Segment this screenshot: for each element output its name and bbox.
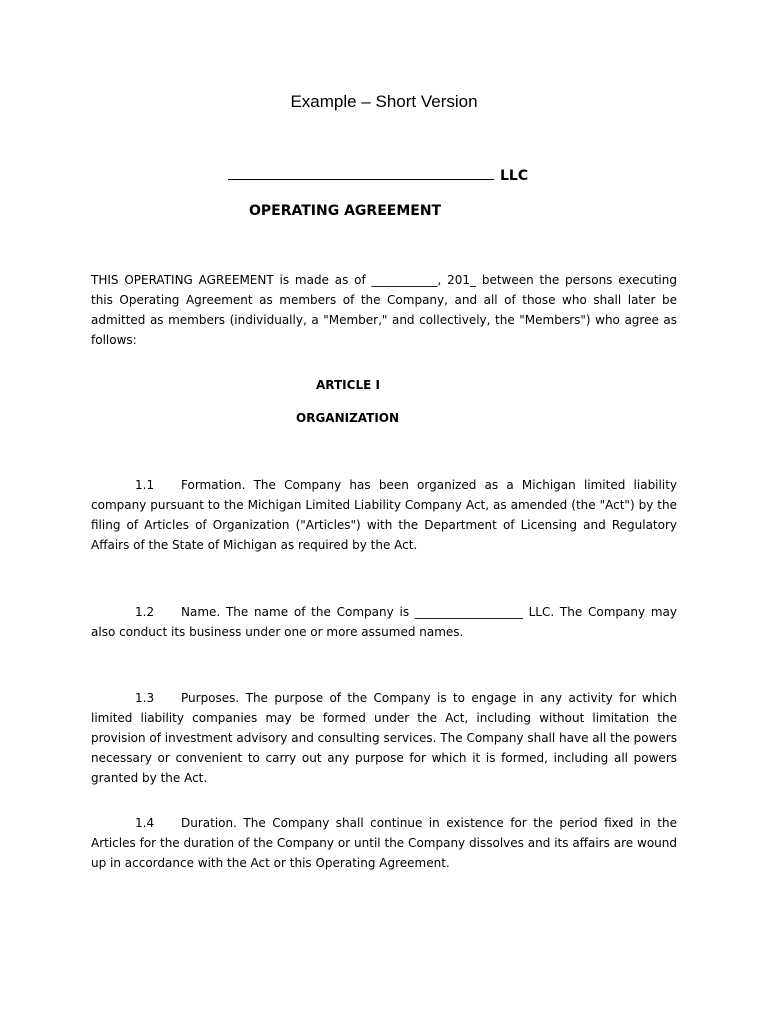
section-text: Name. The name of the Company is __________________ LLC. The Company may also conduct its business under one or more assumed names. <box>91 605 677 639</box>
section-1-2 <box>91 602 677 642</box>
intro-paragraph: THIS OPERATING AGREEMENT is made as of ___________, 201_ between the persons executing this Operating Agreement as members of the Company, and all of those who shall later be admitted as members (individually, a "Member," and collectively, the "Members") who agree as follows: <box>91 273 677 347</box>
company-name-line <box>228 165 528 184</box>
section-number: 1.2 <box>135 605 155 619</box>
section-number: 1.3 <box>135 691 155 705</box>
company-name-blank <box>228 165 494 180</box>
section-text: Purposes. The purpose of the Company is to engage in any activity for which limited liability companies may be formed under the Act, including without limitation the provision of investment advisory and consulting services. The Company shall have all the powers necessary or convenient to carry out any purpose for which it is formed, including all powers granted by the Act. <box>91 691 677 785</box>
section-number: 1.1 <box>135 478 155 492</box>
section-text: Duration. The Company shall continue in existence for the period fixed in the Articles for the duration of the Company or until the Company dissolves and its affairs are wound up in accordance with the Act or this Operating Agreement. <box>91 816 677 870</box>
section-text: Formation. The Company has been organized as a Michigan limited liability company pursuant to the Michigan Limited Liability Company Act, as amended (the "Act") by the filing of Articles of Organization ("Articles") with the Department of Licensing and Regulatory Affairs of the State of Michigan as required by the Act. <box>91 478 677 552</box>
section-1-4 <box>91 813 677 873</box>
article-title: ORGANIZATION <box>296 411 400 425</box>
section-1-1 <box>91 475 677 555</box>
article-label: ARTICLE I <box>316 378 380 392</box>
agreement-heading: OPERATING AGREEMENT <box>249 203 442 219</box>
document-title: Example – Short Version <box>290 92 478 111</box>
company-suffix: LLC <box>500 168 529 184</box>
section-1-3 <box>91 688 677 788</box>
section-number: 1.4 <box>135 816 155 830</box>
